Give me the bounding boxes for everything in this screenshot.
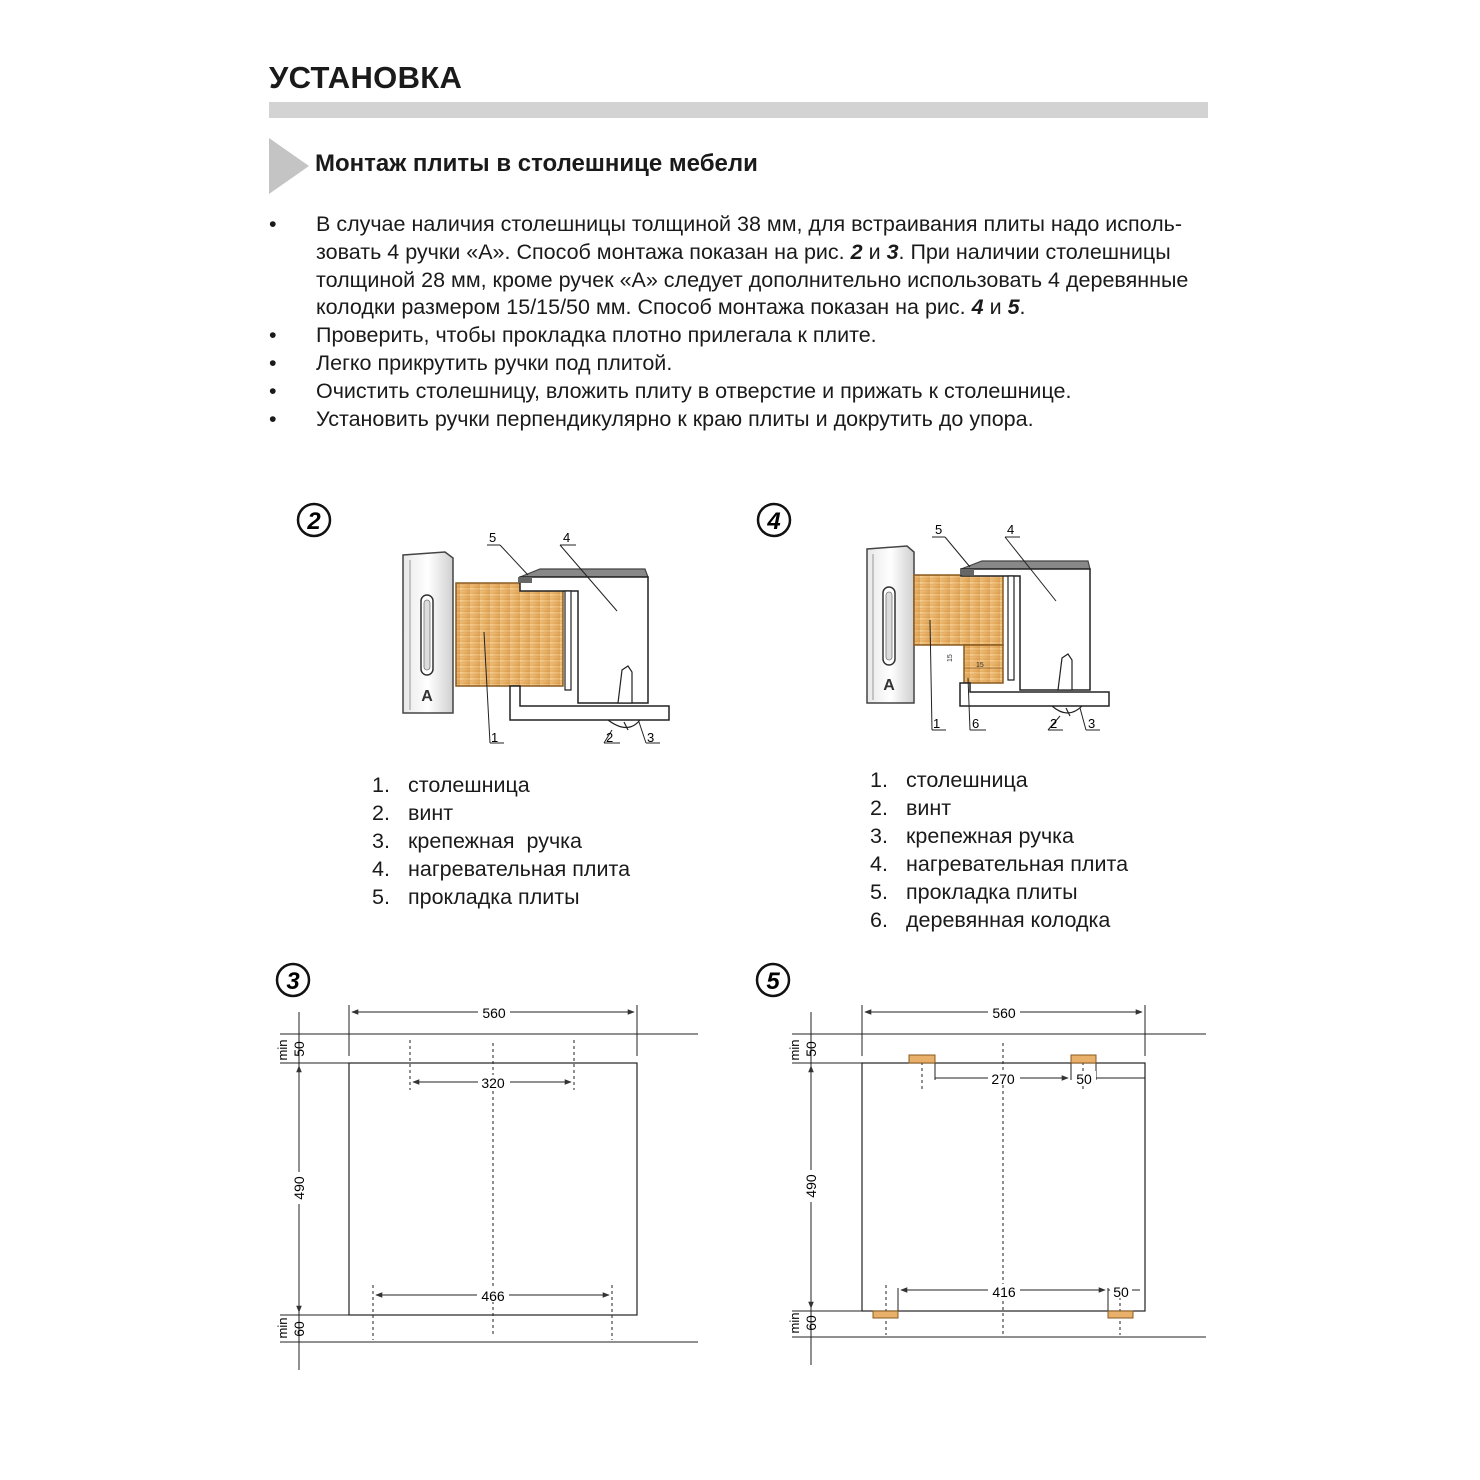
figure-ref: 3 xyxy=(886,239,899,264)
figure-4 xyxy=(758,504,1109,731)
callout-1: 1 xyxy=(933,716,941,731)
countertop xyxy=(914,575,1003,645)
legend-number: 3. xyxy=(870,824,888,848)
legend-label: прокладка плиты xyxy=(408,885,580,909)
dim-width: 560 xyxy=(992,1005,1016,1021)
handle-letter: A xyxy=(883,677,895,694)
figure-2-legend xyxy=(372,771,630,911)
dim-bottom-span: 466 xyxy=(481,1288,505,1304)
legend-label: винт xyxy=(906,796,952,820)
dim-top-span: 270 xyxy=(991,1071,1015,1087)
legend-item xyxy=(870,850,1128,878)
figure-3 xyxy=(277,964,698,1370)
legend-label: нагревательная плита xyxy=(408,857,631,881)
legend-label: крепежная ручка xyxy=(906,824,1075,848)
legend-item xyxy=(372,883,630,911)
callout-4: 4 xyxy=(563,530,571,545)
callout-5: 5 xyxy=(489,530,497,545)
callout-2: 2 xyxy=(1050,716,1058,731)
legend-item xyxy=(870,878,1128,906)
figure-ref: 5 xyxy=(1007,295,1020,320)
wooden-block xyxy=(873,1311,898,1318)
bullet-text: Установить ручки перпендикулярно к краю плиты и докрутить до упора. xyxy=(316,406,1034,431)
callout-2: 2 xyxy=(606,730,614,745)
bullet-line: толщиной 28 мм, кроме ручек «А» следует дополнительно использовать 4 деревянные xyxy=(316,267,1189,292)
legend-label: прокладка плиты xyxy=(906,880,1078,904)
legend-item xyxy=(870,906,1128,934)
wooden-block xyxy=(1071,1055,1096,1063)
legend-item xyxy=(870,822,1128,850)
legend-label: винт xyxy=(408,801,454,825)
figure-ref: 4 xyxy=(971,295,984,320)
legend-label: деревянная колодка xyxy=(906,908,1111,932)
legend-label: столешница xyxy=(408,773,530,797)
dim-top-span: 320 xyxy=(481,1075,505,1091)
legend-number: 1. xyxy=(372,773,390,797)
dim-top-block: 50 xyxy=(1076,1071,1092,1087)
bullet-dot: • xyxy=(269,378,277,403)
bullet-dot: • xyxy=(269,212,277,236)
bullet-text: и xyxy=(862,239,887,264)
dim-width: 560 xyxy=(482,1005,506,1021)
legend-number: 1. xyxy=(870,768,888,792)
min-label: min xyxy=(787,1039,802,1061)
bullet-text: Очистить столешницу, вложить плиту в отверстие и прижать к столешнице. xyxy=(316,378,1072,403)
legend-item xyxy=(372,771,630,799)
bullet-line: колодки размером 15/15/50 мм. Способ монтажа показан на рис. xyxy=(316,295,972,320)
bullet-dot: • xyxy=(269,350,277,375)
figure-ref: 2 xyxy=(850,239,863,264)
dim-top-margin: 50 xyxy=(291,1041,307,1057)
legend-item xyxy=(372,855,630,883)
legend-number: 6. xyxy=(870,908,888,932)
dim-height: 490 xyxy=(291,1176,307,1200)
figure-number: 2 xyxy=(307,508,321,535)
legend-number: 5. xyxy=(372,885,390,909)
dim-bottom-margin: 60 xyxy=(803,1315,819,1331)
legend-item xyxy=(870,794,1128,822)
section-subtitle: Монтаж плиты в столешнице мебели xyxy=(315,150,758,177)
figure-3-labels xyxy=(275,968,510,1338)
handle-a xyxy=(867,546,914,703)
bullet-text: Легко прикрутить ручки под плитой. xyxy=(316,350,673,375)
handle-a xyxy=(403,552,453,713)
figure-2 xyxy=(298,504,669,745)
wooden-block xyxy=(1108,1311,1133,1318)
dim-bottom-margin: 60 xyxy=(291,1321,307,1337)
handle-letter: A xyxy=(421,688,433,705)
min-label: min xyxy=(787,1312,802,1334)
bullet-line: зовать 4 ручки «А». Способ монтажа показан на рис. xyxy=(316,239,851,264)
legend-item xyxy=(870,766,1128,794)
dim-top-margin: 50 xyxy=(803,1041,819,1057)
figure-number: 3 xyxy=(286,968,300,995)
legend-number: 3. xyxy=(372,829,390,853)
block-dim: 15 xyxy=(947,654,954,662)
legend-number: 4. xyxy=(870,852,888,876)
dim-bottom-block: 50 xyxy=(1113,1284,1129,1300)
bullet-text: Проверить, чтобы прокладка плотно прилегала к плите. xyxy=(316,323,877,348)
wooden-block xyxy=(909,1055,935,1063)
callout-1: 1 xyxy=(491,730,499,745)
legend-item xyxy=(372,827,630,855)
bullet-dot: • xyxy=(269,406,277,431)
bullet-text: . xyxy=(1019,295,1026,320)
min-label: min xyxy=(275,1317,290,1339)
bullet-text: . При наличии столешницы xyxy=(898,239,1171,264)
figure-5 xyxy=(757,964,1206,1365)
dim-bottom-span: 416 xyxy=(992,1284,1016,1300)
legend-number: 4. xyxy=(372,857,390,881)
figure-5-labels xyxy=(766,968,1132,1333)
figure-number: 5 xyxy=(766,968,780,995)
legend-number: 2. xyxy=(372,801,390,825)
block-dim: 15 xyxy=(976,662,984,669)
figure-4-legend xyxy=(870,766,1128,934)
callout-6: 6 xyxy=(972,716,980,731)
bullet-text: и xyxy=(983,295,1008,320)
legend-item xyxy=(372,799,630,827)
bullet-line: В случае наличия столешницы толщиной 38 мм, для встраивания плиты надо исполь- xyxy=(316,212,1183,236)
min-label: min xyxy=(275,1039,290,1061)
callout-5: 5 xyxy=(935,522,943,537)
countertop xyxy=(456,583,563,686)
dim-height: 490 xyxy=(803,1174,819,1198)
callout-4: 4 xyxy=(1007,522,1015,537)
page-title: УСТАНОВКА xyxy=(269,60,463,95)
legend-number: 5. xyxy=(870,880,888,904)
figure-number: 4 xyxy=(767,508,781,535)
legend-label: крепежная ручка xyxy=(408,829,582,853)
legend-label: нагревательная плита xyxy=(906,852,1129,876)
callout-3: 3 xyxy=(1088,716,1096,731)
legend-number: 2. xyxy=(870,796,888,820)
legend-label: столешница xyxy=(906,768,1028,792)
callout-3: 3 xyxy=(647,730,655,745)
bullet-dot: • xyxy=(269,323,277,348)
